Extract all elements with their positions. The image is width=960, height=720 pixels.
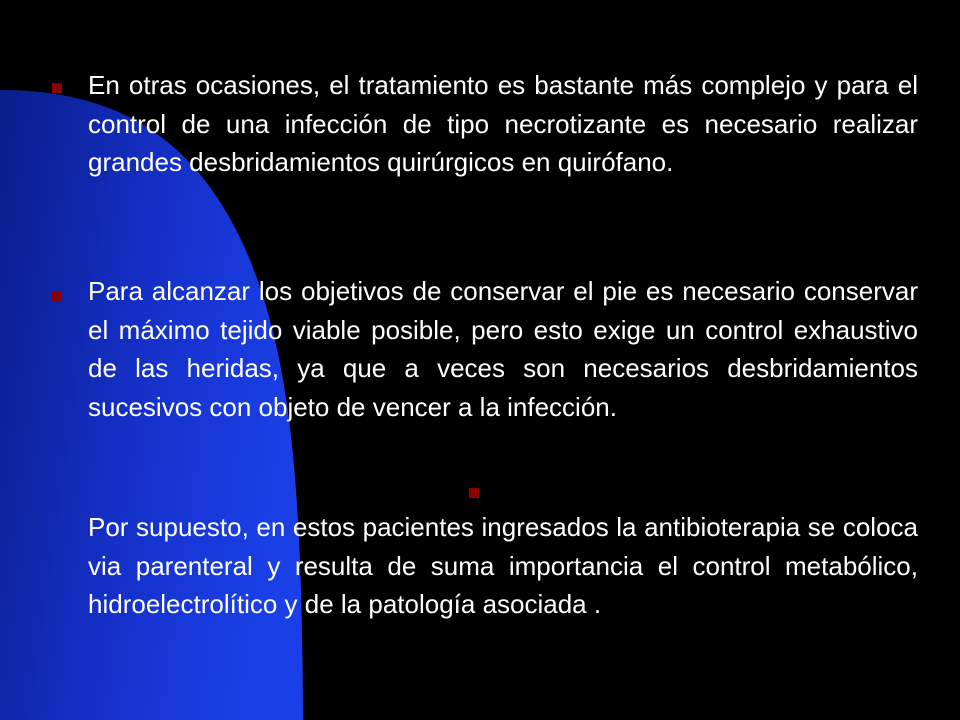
square-bullet-icon bbox=[52, 291, 62, 301]
square-bullet-icon bbox=[469, 488, 479, 498]
paragraph-1: En otras ocasiones, el tratamiento es bastante más complejo y para el control de una infección de tipo necrotizante es necesario realizar grandes desbridamientos quirúrgicos en quirófano. bbox=[88, 70, 918, 177]
paragraph-3: Por supuesto, en estos pacientes ingresados la antibioterapia se coloca via parenteral y resulta de suma importancia el control metabólico, hidroelectrolítico y de la patología asociada . bbox=[88, 512, 918, 619]
paragraph-2: Para alcanzar los objetivos de conservar el pie es necesario conservar el máximo tejido viable posible, pero esto exige un control exhaustivo de las heridas, ya que a veces son necesarios desbridamientos sucesivos con objeto de vencer a la infección. bbox=[88, 276, 918, 422]
square-bullet-icon bbox=[52, 83, 62, 93]
